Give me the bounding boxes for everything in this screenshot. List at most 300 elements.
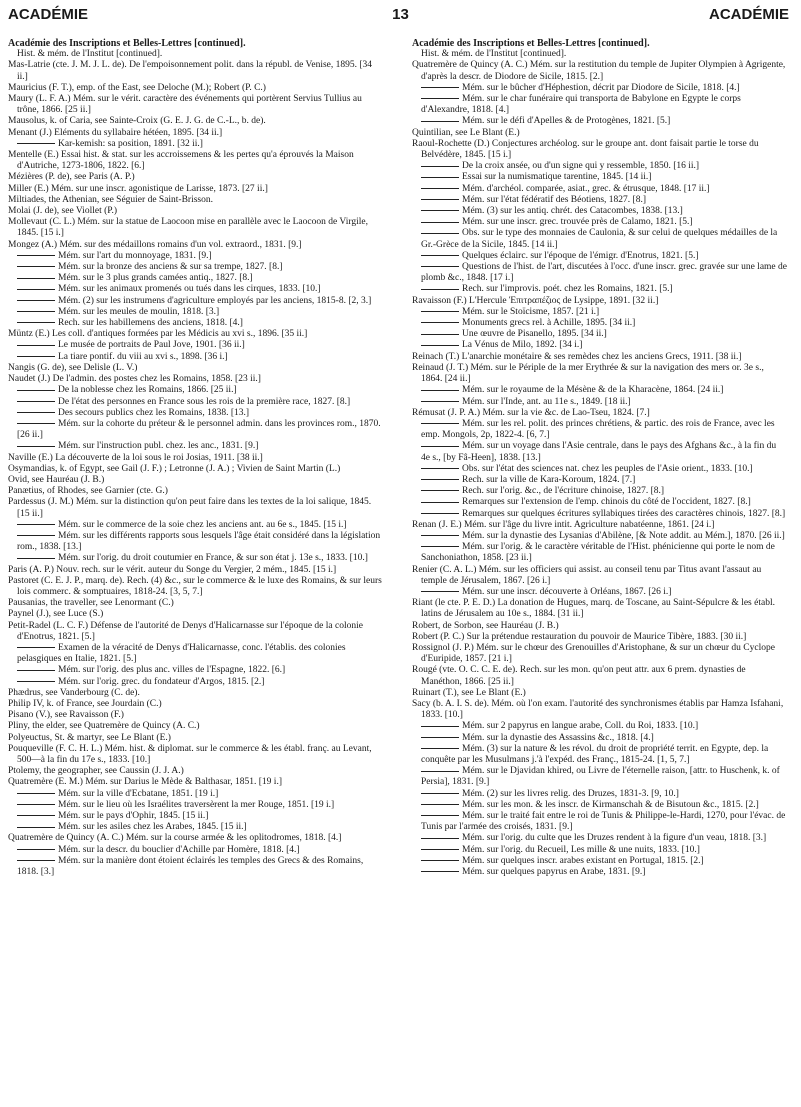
entry-text: Mém. sur l'art du monnoyage, 1831. [9.]	[58, 250, 212, 261]
entry-text: Riant (le cte. P. E. D.) La donation de Hugues, marq. de Toscane, au Saint-Sépulcre & les établ. latins de Jérusalem au 10e s., 1884. [31 ii.]	[412, 598, 775, 620]
index-entry	[8, 453, 383, 464]
section-subtitle	[8, 49, 383, 60]
entry-text: Mém. sur la dynastie des Assassins &c., 1818. [4.]	[462, 732, 654, 743]
ditto-dash	[17, 266, 55, 267]
ditto-entry	[8, 441, 383, 452]
entry-text: Mém. sur l'orig. grec. du fondateur d'Argos, 1815. [2.]	[58, 676, 265, 687]
section-subtitle	[412, 49, 787, 60]
ditto-dash	[421, 871, 459, 872]
entry-text: Mém. sur le défi d'Apelles & de Protogènes, 1821. [5.]	[462, 116, 671, 127]
entry-text: Mém. sur les rel. polit. des princes chrétiens, & partic. des rois de France, avec les emp. Mongols, 2p, 1822-4. [6, 7.]	[421, 418, 775, 441]
index-entry	[8, 699, 383, 710]
entry-text: Des secours publics chez les Romains, 1838. [13.]	[58, 407, 250, 418]
ditto-entry	[8, 262, 383, 273]
ditto-dash	[17, 535, 55, 536]
ditto-entry	[8, 296, 383, 307]
index-entry	[8, 83, 383, 94]
ditto-dash	[421, 860, 459, 861]
entry-text: Mém. sur le Djavidan khired, ou Livre de l'éternelle raison, [attr. to Huschenk, k. of Persia], 1831. [9.]	[421, 766, 780, 788]
ditto-entry	[412, 509, 787, 520]
ditto-dash	[421, 446, 459, 447]
entry-text: Renier (C. A. L.) Mém. sur les officiers qui assist. au conseil tenu par Titus avant l'assaut au temple de Jérusalem, 1867. [26 i.]	[412, 564, 762, 586]
ditto-entry	[8, 251, 383, 262]
entry-text: Mém. sur le char funéraire qui transporta de Babylone en Egypte le corps d'Alexandre, 1818. [4.]	[421, 94, 741, 116]
entry-text: De la croix ansée, ou d'un signe qui y ressemble, 1850. [16 ii.]	[462, 161, 700, 172]
entry-text: Mém. sur les différents rapports sous lesquels l'âge était considéré dans la législation rom., 1838. [13.]	[17, 530, 381, 553]
index-entry	[412, 128, 787, 139]
ditto-dash	[421, 334, 459, 335]
ditto-entry	[8, 307, 383, 318]
ditto-entry	[412, 307, 787, 318]
entry-text: Mém. sur la descr. du bouclier d'Achille par Homère, 1818. [4.]	[58, 844, 300, 855]
index-entry	[8, 609, 383, 620]
index-entry	[8, 206, 383, 217]
entry-text: Panætius, of Rhodes, see Garnier (cte. G.)	[8, 486, 168, 497]
ditto-entry	[412, 475, 787, 486]
entry-text: Mém. (2) sur les livres relig. des Druzes, 1831-3. [9, 10.]	[462, 788, 679, 799]
entry-text: Hist. & mém. de l'Institut [continued].	[421, 49, 567, 60]
entry-text: Pliny, the elder, see Quatremère de Quincy (A. C.)	[8, 721, 200, 732]
section-title	[412, 38, 787, 49]
ditto-dash	[421, 188, 459, 189]
entry-text: Naudet (J.) De l'admin. des postes chez les Romains, 1858. [23 ii.]	[8, 374, 261, 385]
index-entry	[412, 352, 787, 363]
entry-text: Mém. sur l'orig. & le caractère véritable de l'Hist. phénicienne qui porte le nom de Sanchoniathon, 1858. [23 ii.]	[421, 542, 775, 564]
ditto-entry	[412, 789, 787, 800]
index-entry	[412, 643, 787, 665]
ditto-dash	[421, 210, 459, 211]
ditto-entry	[8, 385, 383, 396]
entry-text: Quatremère de Quincy (A. C.) Mém. sur la restitution du temple de Jupiter Olympien à Agrigente, d'après la descr. de Diodore de Sicile, 1815. [2.]	[412, 60, 786, 82]
ditto-dash	[17, 311, 55, 312]
ditto-dash	[421, 737, 459, 738]
entry-text: Mém. sur le royaume de la Mésène & de la Kharacène, 1864. [24 ii.]	[462, 385, 724, 396]
index-entry	[412, 688, 787, 699]
ditto-dash	[421, 121, 459, 122]
entry-text: Ptolemy, the geographer, see Caussin (J. J. A.)	[8, 766, 184, 777]
entry-text: Müntz (E.) Les coll. d'antiques formées par les Médicis au xvi s., 1896. [35 ii.]	[8, 329, 308, 340]
entry-text: Pardessus (J. M.) Mém. sur la distinction qu'on peut faire dans les textes de la loi salique, 1845. [15 ii.]	[8, 497, 372, 519]
entry-text: Mém. sur la cohorte du préteur & le personnel admin. dans les provinces rom., 1870. [26 ii.]	[17, 418, 381, 441]
entry-text: Pisano (V.), see Ravaisson (F.)	[8, 710, 124, 721]
ditto-dash	[421, 490, 459, 491]
entry-text: Essai sur la numismatique tarentine, 1845. [14 ii.]	[462, 172, 652, 183]
ditto-entry	[8, 811, 383, 822]
index-entry	[8, 777, 383, 788]
ditto-dash	[17, 401, 55, 402]
ditto-dash	[17, 345, 55, 346]
index-entry	[8, 128, 383, 139]
ditto-dash	[17, 412, 55, 413]
ditto-dash	[421, 849, 459, 850]
ditto-entry	[412, 464, 787, 475]
ditto-entry	[412, 833, 787, 844]
ditto-dash	[421, 390, 459, 391]
entry-text: Académie des Inscriptions et Belles-Lettres [continued].	[412, 38, 650, 49]
index-entry	[8, 374, 383, 385]
ditto-dash	[17, 670, 55, 671]
entry-text: Mém. sur l'état fédératif des Béotiens, 1827. [8.]	[462, 194, 647, 205]
ditto-dash	[421, 401, 459, 402]
entry-text: Osymandias, k. of Egypt, see Gail (J. F.) ; Letronne (J. A.) ; Vivien de Saint Martin (L.)	[8, 463, 341, 474]
entry-text: Paynel (J.), see Luce (S.)	[8, 609, 104, 620]
ditto-entry	[412, 587, 787, 598]
index-entry	[8, 329, 383, 340]
index-entry	[412, 408, 787, 419]
ditto-entry	[8, 318, 383, 329]
entry-text: Reinaud (J. T.) Mém. sur le Périple de la mer Erythrée & sur la navigation des mers or. 3e s., 1864. [24 ii.]	[412, 362, 764, 385]
ditto-dash	[421, 98, 459, 99]
entry-text: Mém. sur 2 papyrus en langue arabe, Coll. du Roi, 1833. [10.]	[462, 721, 699, 732]
ditto-dash	[421, 748, 459, 749]
entry-text: Mém. sur la ville d'Ecbatane, 1851. [19 i.]	[58, 788, 219, 799]
ditto-dash	[421, 513, 459, 514]
ditto-dash	[421, 423, 459, 424]
entry-text: Ovid, see Hauréau (J. B.)	[8, 474, 105, 485]
ditto-entry	[8, 419, 383, 441]
ditto-entry	[412, 733, 787, 744]
ditto-entry	[412, 744, 787, 766]
page-header	[0, 6, 801, 28]
entry-text: La Vénus de Milo, 1892. [34 i.]	[462, 340, 583, 351]
entry-text: Mentelle (E.) Essai hist. & stat. sur les accroissemens & les pertes qu'a éprouvés la Maison d'Autriche, 1273-1806, 1822. [6.]	[8, 150, 354, 172]
entry-text: Sacy (b. A. I. S. de). Mém. où l'on exam. l'autorité des synchronismes établis par Hamza Isfahani, 1833. [10.]	[412, 698, 784, 721]
index-entry	[412, 699, 787, 721]
entry-text: Reinach (T.) L'anarchie monétaire & ses remèdes chez les anciens Grecs, 1911. [38 ii.]	[412, 351, 742, 362]
ditto-entry	[412, 800, 787, 811]
ditto-dash	[421, 838, 459, 839]
ditto-entry	[8, 408, 383, 419]
ditto-entry	[412, 497, 787, 508]
ditto-entry	[8, 139, 383, 150]
entry-text: Pouqueville (F. C. H. L.) Mém. hist. & diplomat. sur le commerce & les établ. franç. au Levant, 500—à la fin du 17e s., 1833. [10.]	[8, 743, 372, 765]
page-number: 13	[392, 6, 409, 23]
entry-text: Ruinart (T.), see Le Blant (E.)	[412, 687, 526, 698]
ditto-entry	[8, 531, 383, 553]
index-entry	[8, 184, 383, 195]
ditto-entry	[412, 251, 787, 262]
entry-text: Rech. sur l'improvis. poét. chez les Romains, 1821. [5.]	[462, 284, 673, 295]
ditto-dash	[421, 266, 459, 267]
entry-text: Rech. sur l'orig. &c., de l'écriture chinoise, 1827. [8.]	[462, 486, 665, 497]
ditto-entry	[412, 811, 787, 833]
ditto-entry	[412, 318, 787, 329]
ditto-dash	[421, 199, 459, 200]
ditto-entry	[412, 83, 787, 94]
entry-text: Mém. sur l'orig. du culte que les Druzes rendent à la figure d'un veau, 1818. [3.]	[462, 833, 767, 844]
ditto-dash	[17, 647, 55, 648]
ditto-dash	[421, 479, 459, 480]
ditto-dash	[17, 849, 55, 850]
index-entry	[8, 60, 383, 82]
index-entry	[412, 363, 787, 385]
entry-text: Mausolus, k. of Caria, see Sainte-Croix (G. E. J. G. de C.-L., b. de).	[8, 116, 266, 127]
index-entry	[8, 721, 383, 732]
ditto-entry	[8, 352, 383, 363]
index-entry	[8, 475, 383, 486]
entry-text: Mém. sur le pays d'Ophir, 1845. [15 ii.]	[58, 811, 209, 822]
entry-text: Pastoret (C. E. J. P., marq. de). Rech. (4) &c., sur le commerce & le luxe des Romains, & sur leurs lois commerc. & somptuaires, 1818-24. [3, 5, 7.]	[8, 575, 382, 597]
ditto-dash	[17, 827, 55, 828]
running-head-right: ACADÉMIE	[708, 6, 789, 23]
entry-text: Mém. sur les mon. & les inscr. de Kirmanschah & de Bisutoun &c., 1815. [2.]	[462, 799, 759, 810]
entry-text: Mém. d'archéol. comparée, asiat., grec. & étrusque, 1848. [17 ii.]	[462, 183, 710, 194]
ditto-dash	[421, 468, 459, 469]
index-entry	[8, 744, 383, 766]
entry-text: Mém. sur le commerce de la soie chez les anciens ant. au 6e s., 1845. [15 i.]	[58, 519, 347, 530]
entry-text: Mém. (2) sur les instrumens d'agriculture employés par les anciens, 1815-8. [2, 3.]	[58, 295, 372, 306]
index-entry	[8, 833, 383, 844]
ditto-entry	[412, 172, 787, 183]
index-entry	[412, 139, 787, 161]
index-entry	[412, 296, 787, 307]
ditto-entry	[412, 397, 787, 408]
index-entry	[8, 733, 383, 744]
entry-text: Kar-kemish: sa position, 1891. [32 ii.]	[58, 138, 203, 149]
ditto-dash	[17, 143, 55, 144]
index-entry	[8, 363, 383, 374]
entry-text: Quelques éclairc. sur l'époque de l'émigr. d'Enotrus, 1821. [5.]	[462, 250, 699, 261]
ditto-dash	[17, 558, 55, 559]
ditto-entry	[412, 195, 787, 206]
running-head-left: ACADÉMIE	[8, 6, 89, 23]
entry-text: Mém. sur l'orig. des plus anc. villes de l'Espagne, 1822. [6.]	[58, 665, 286, 676]
ditto-entry	[412, 845, 787, 856]
entry-text: De l'état des personnes en France sous les rois de la première race, 1827. [8.]	[58, 396, 351, 407]
index-entry	[8, 217, 383, 239]
entry-text: Rech. sur les habillemens des anciens, 1818. [4.]	[58, 318, 243, 329]
entry-text: Mém. sur le Stoïcisme, 1857. [21 i.]	[462, 306, 600, 317]
entry-text: Renan (J. E.) Mém. sur l'âge du livre intit. Agriculture nabatéenne, 1861. [24 i.]	[412, 519, 715, 530]
ditto-dash	[421, 804, 459, 805]
entry-text: Mém. sur l'instruction publ. chez. les anc., 1831. [9.]	[58, 441, 259, 452]
entry-text: Mém. sur les animaux promenés ou tués dans les cirques, 1833. [10.]	[58, 284, 321, 295]
ditto-entry	[412, 217, 787, 228]
entry-text: Mas-Latrie (cte. J. M. J. L. de). De l'empoisonnement polit. dans la républ. de Venise, 1895. [34 ii.]	[8, 60, 373, 82]
entry-text: Remarques sur quelques écritures syllabiques tirées des caractères chinois, 1827. [8.]	[462, 508, 786, 519]
entry-text: Naville (E.) La découverte de la loi sous le roi Josias, 1911. [38 ii.]	[8, 452, 263, 463]
entry-text: Mém. sur la bronze des anciens & sur sa trempe, 1827. [8.]	[58, 262, 283, 273]
index-entry	[8, 172, 383, 183]
ditto-entry	[412, 766, 787, 788]
entry-text: La tiare pontif. du viii au xvi s., 1898. [36 i.]	[58, 351, 228, 362]
index-entry	[8, 195, 383, 206]
ditto-dash	[421, 255, 459, 256]
ditto-dash	[421, 177, 459, 178]
ditto-dash	[17, 390, 55, 391]
entry-text: Menant (J.) Eléments du syllabaire hétéen, 1895. [34 ii.]	[8, 127, 223, 138]
ditto-entry	[412, 94, 787, 116]
entry-text: Mém. sur les meules de moulin, 1818. [3.]	[58, 306, 220, 317]
index-entry	[8, 710, 383, 721]
entry-text: Polyeuctus, St. & martyr, see Le Blant (E.)	[8, 732, 171, 743]
ditto-dash	[17, 278, 55, 279]
index-entry	[8, 94, 383, 116]
ditto-dash	[421, 546, 459, 547]
ditto-entry	[412, 161, 787, 172]
entry-text: Mém. sur le bûcher d'Héphestion, décrit par Diodore de Sicile, 1818. [4.]	[462, 82, 740, 93]
ditto-dash	[421, 793, 459, 794]
ditto-entry	[412, 721, 787, 732]
entry-text: Phædrus, see Vanderbourg (C. de).	[8, 687, 140, 698]
entry-text: Rossignol (J. P.) Mém. sur le chœur des Grenouilles d'Aristophane, & sur un chœur du Cyclope d'Euripide, 1857. [21 i.]	[412, 642, 775, 665]
entry-text: Remarques sur l'extension de l'emp. chinois du côté de l'occident, 1827. [8.]	[462, 497, 751, 508]
ditto-entry	[412, 284, 787, 295]
index-entry	[412, 60, 787, 82]
entry-text: Questions de l'hist. de l'art, discutées à l'occ. d'une inscr. grec. gravée sur une lame de plomb &c., 1848. [17 i.]	[421, 262, 787, 284]
entry-text: Mém. sur le 3 plus grands camées antiq., 1827. [8.]	[58, 273, 253, 284]
ditto-entry	[8, 822, 383, 833]
entry-text: Quintilian, see Le Blant (E.)	[412, 127, 520, 138]
entry-text: Raoul-Rochette (D.) Conjectures archéolog. sur le groupe ant. dont faisait partie le torse du Belvédère, 1845. [15 i.]	[412, 138, 759, 161]
ditto-entry	[412, 385, 787, 396]
index-entry	[412, 565, 787, 587]
entry-text: Maury (L. F. A.) Mém. sur le vérit. caractère des événements qui portèrent Servius Tullius au trône, 1866. [25 ii.]	[8, 94, 362, 116]
ditto-dash	[421, 222, 459, 223]
entry-text: Quatremère de Quincy (A. C.) Mém. sur la course armée & les oplitodromes, 1818. [4.]	[8, 833, 342, 844]
entry-text: Mém. (3) sur les antiq. chrét. des Catacombes, 1838. [13.]	[462, 206, 683, 217]
ditto-entry	[8, 273, 383, 284]
index-entry	[8, 766, 383, 777]
ditto-dash	[17, 255, 55, 256]
ditto-entry	[412, 184, 787, 195]
entry-text: Mém. sur l'orig. du droit coutumier en France, & sur son état j. 13e s., 1833. [10.]	[58, 553, 368, 564]
index-entry	[8, 486, 383, 497]
ditto-entry	[412, 206, 787, 217]
ditto-dash	[421, 322, 459, 323]
ditto-entry	[412, 340, 787, 351]
ditto-dash	[421, 535, 459, 536]
ditto-entry	[8, 340, 383, 351]
ditto-dash	[421, 166, 459, 167]
ditto-dash	[17, 446, 55, 447]
ditto-entry	[8, 800, 383, 811]
index-entry	[412, 621, 787, 632]
ditto-entry	[412, 867, 787, 878]
ditto-entry	[412, 856, 787, 867]
ditto-dash	[17, 681, 55, 682]
ditto-dash	[17, 300, 55, 301]
entry-text: Mém. sur quelques papyrus en Arabe, 1831. [9.]	[462, 867, 646, 878]
entry-text: Académie des Inscriptions et Belles-Lettres [continued].	[8, 38, 246, 49]
entry-text: Molai (J. de), see Viollet (P.)	[8, 206, 118, 217]
ditto-entry	[412, 486, 787, 497]
ditto-dash	[17, 804, 55, 805]
ditto-entry	[8, 856, 383, 878]
ditto-dash	[421, 815, 459, 816]
entry-text: Mém. sur la dynastie des Lysanias d'Abilène, [& Note addit. au Mém.], 1870. [26 ii.]	[462, 530, 785, 541]
entry-text: Rougé (vte. O. C. C. E. de). Rech. sur les mon. qu'on peut attr. aux 6 prem. dynasties de Manéthon, 1866. [25 ii.]	[412, 665, 746, 687]
entry-text: Mollevaut (C. L.) Mém. sur la statue de Laocoon mise en parallèle avec le Laocoon de Virgile, 1845. [15 i.]	[8, 217, 368, 239]
entry-text: Mém. sur une inscr. grec. trouvée près de Calamo, 1821. [5.]	[462, 217, 693, 228]
entry-text: Obs. sur le type des monnaies de Caulonia, & sur celui de quelques médailles de la Gr.-Grèce de la Sicile, 1845. [14 ii.]	[421, 228, 778, 250]
ditto-entry	[412, 542, 787, 564]
entry-text: Mézières (P. de), see Paris (A. P.)	[8, 172, 135, 183]
ditto-entry	[412, 441, 787, 463]
entry-text: Mém. sur quelques inscr. arabes existant en Portugal, 1815. [2.]	[462, 855, 704, 866]
ditto-entry	[8, 284, 383, 295]
ditto-dash	[421, 771, 459, 772]
entry-text: Robert (P. C.) Sur la prétendue restauration du pouvoir de Maurice Tibère, 1883. [30 ii.]	[412, 631, 747, 642]
ditto-entry	[8, 397, 383, 408]
entry-text: Mém. sur le traité fait entre le roi de Tunis & Philippe-le-Hardi, 1270, pour l'évac. de Tunis par l'armée des croisés, 1831. [9.]	[421, 811, 786, 833]
entry-text: Nangis (G. de), see Delisle (L. V.)	[8, 362, 138, 373]
ditto-dash	[421, 233, 459, 234]
ditto-dash	[17, 815, 55, 816]
index-entry	[412, 632, 787, 643]
section-title	[8, 38, 383, 49]
entry-text: Hist. & mém. de l'Institut [continued].	[17, 49, 163, 60]
entry-text: Le musée de portraits de Paul Jove, 1901. [36 ii.]	[58, 340, 245, 351]
entry-text: Mém. sur la manière dont étoient éclairés les temples des Grecs & des Romains, 1818. [3.]	[17, 855, 364, 878]
index-entry	[8, 116, 383, 127]
entry-text: Une œuvre de Pisanello, 1895. [34 ii.]	[462, 329, 607, 340]
entry-text: Examen de la véracité de Denys d'Halicarnasse, conc. l'établis. des colonies pelasgiques en Italie, 1821. [5.]	[17, 642, 346, 665]
left-column	[8, 38, 383, 878]
entry-text: Mém. sur les asiles chez les Arabes, 1845. [15 ii.]	[58, 822, 247, 833]
entry-text: Miltiades, the Athenian, see Séguier de Saint-Brisson.	[8, 194, 214, 205]
index-entry	[412, 598, 787, 620]
ditto-entry	[8, 665, 383, 676]
entry-text: Mém. sur l'orig. du Recueil, Les mille & une nuits, 1833. [10.]	[462, 844, 700, 855]
ditto-dash	[421, 87, 459, 88]
ditto-dash	[17, 524, 55, 525]
ditto-entry	[8, 643, 383, 665]
entry-text: Mém. sur l'Inde, ant. au 11e s., 1849. [18 ii.]	[462, 396, 631, 407]
ditto-entry	[412, 116, 787, 127]
ditto-entry	[412, 531, 787, 542]
entry-text: Ravaisson (F.) L'Hercule Ἐπιτραπέζιος de Lysippe, 1891. [32 ii.]	[412, 295, 659, 306]
ditto-entry	[8, 789, 383, 800]
ditto-entry	[8, 553, 383, 564]
ditto-dash	[17, 860, 55, 861]
entry-text: Rémusat (J. P. A.) Mém. sur la vie &c. de Lao-Tseu, 1824. [7.]	[412, 407, 650, 418]
ditto-entry	[412, 228, 787, 250]
ditto-entry	[412, 419, 787, 441]
entry-text: De la noblesse chez les Romains, 1866. [25 ii.]	[58, 385, 237, 396]
ditto-dash	[421, 311, 459, 312]
entry-text: Mauricius (F. T.), emp. of the East, see Deloche (M.); Robert (P. C.)	[8, 82, 266, 93]
entry-text: Monuments grecs rel. à Achille, 1895. [34 ii.]	[462, 318, 636, 329]
ditto-dash	[17, 793, 55, 794]
ditto-dash	[421, 591, 459, 592]
ditto-dash	[17, 322, 55, 323]
ditto-dash	[421, 345, 459, 346]
index-entry	[8, 565, 383, 576]
index-entry	[412, 665, 787, 687]
entry-text: Petit-Radel (L. C. F.) Défense de l'autorité de Denys d'Halicarnasse sur l'époque de la colonie d'Enotrus, 1821. [5.]	[8, 620, 363, 642]
entry-text: Mém. (3) sur la nature & les révol. du droit de propriété territ. en Egypte, dep. la conquête par les Musulmans j.'à l'expéd. des Franç., 1815-24. [1, 5, 7.]	[421, 743, 769, 765]
index-entry	[8, 576, 383, 598]
index-entry	[8, 621, 383, 643]
entry-text: Paris (A. P.) Nouv. rech. sur le vérit. auteur du Songe du Vergier, 2 mém., 1845. [15 i.]	[8, 564, 337, 575]
ditto-dash	[421, 289, 459, 290]
entry-text: Mém. sur un voyage dans l'Asie centrale, dans le pays des Afghans &c., à la fin du 4e s., [by Fâ-Heen], 1838. [13.]	[421, 441, 777, 463]
ditto-dash	[421, 502, 459, 503]
entry-text: Rech. sur la ville de Kara-Koroum, 1824. [7.]	[462, 474, 636, 485]
index-entry	[412, 520, 787, 531]
ditto-entry	[8, 845, 383, 856]
index-entry	[8, 497, 383, 519]
entry-text: Obs. sur l'état des sciences nat. chez les peuples de l'Asie orient., 1833. [10.]	[462, 463, 753, 474]
index-entry	[8, 150, 383, 172]
index-entry	[8, 688, 383, 699]
index-entry	[8, 240, 383, 251]
entry-text: Pausanias, the traveller, see Lenormant (C.)	[8, 598, 174, 609]
entry-text: Mém. sur le lieu où les Israélites traversèrent la mer Rouge, 1851. [19 i.]	[58, 799, 335, 810]
ditto-entry	[8, 677, 383, 688]
entry-text: Robert, de Sorbon, see Hauréau (J. B.)	[412, 620, 559, 631]
